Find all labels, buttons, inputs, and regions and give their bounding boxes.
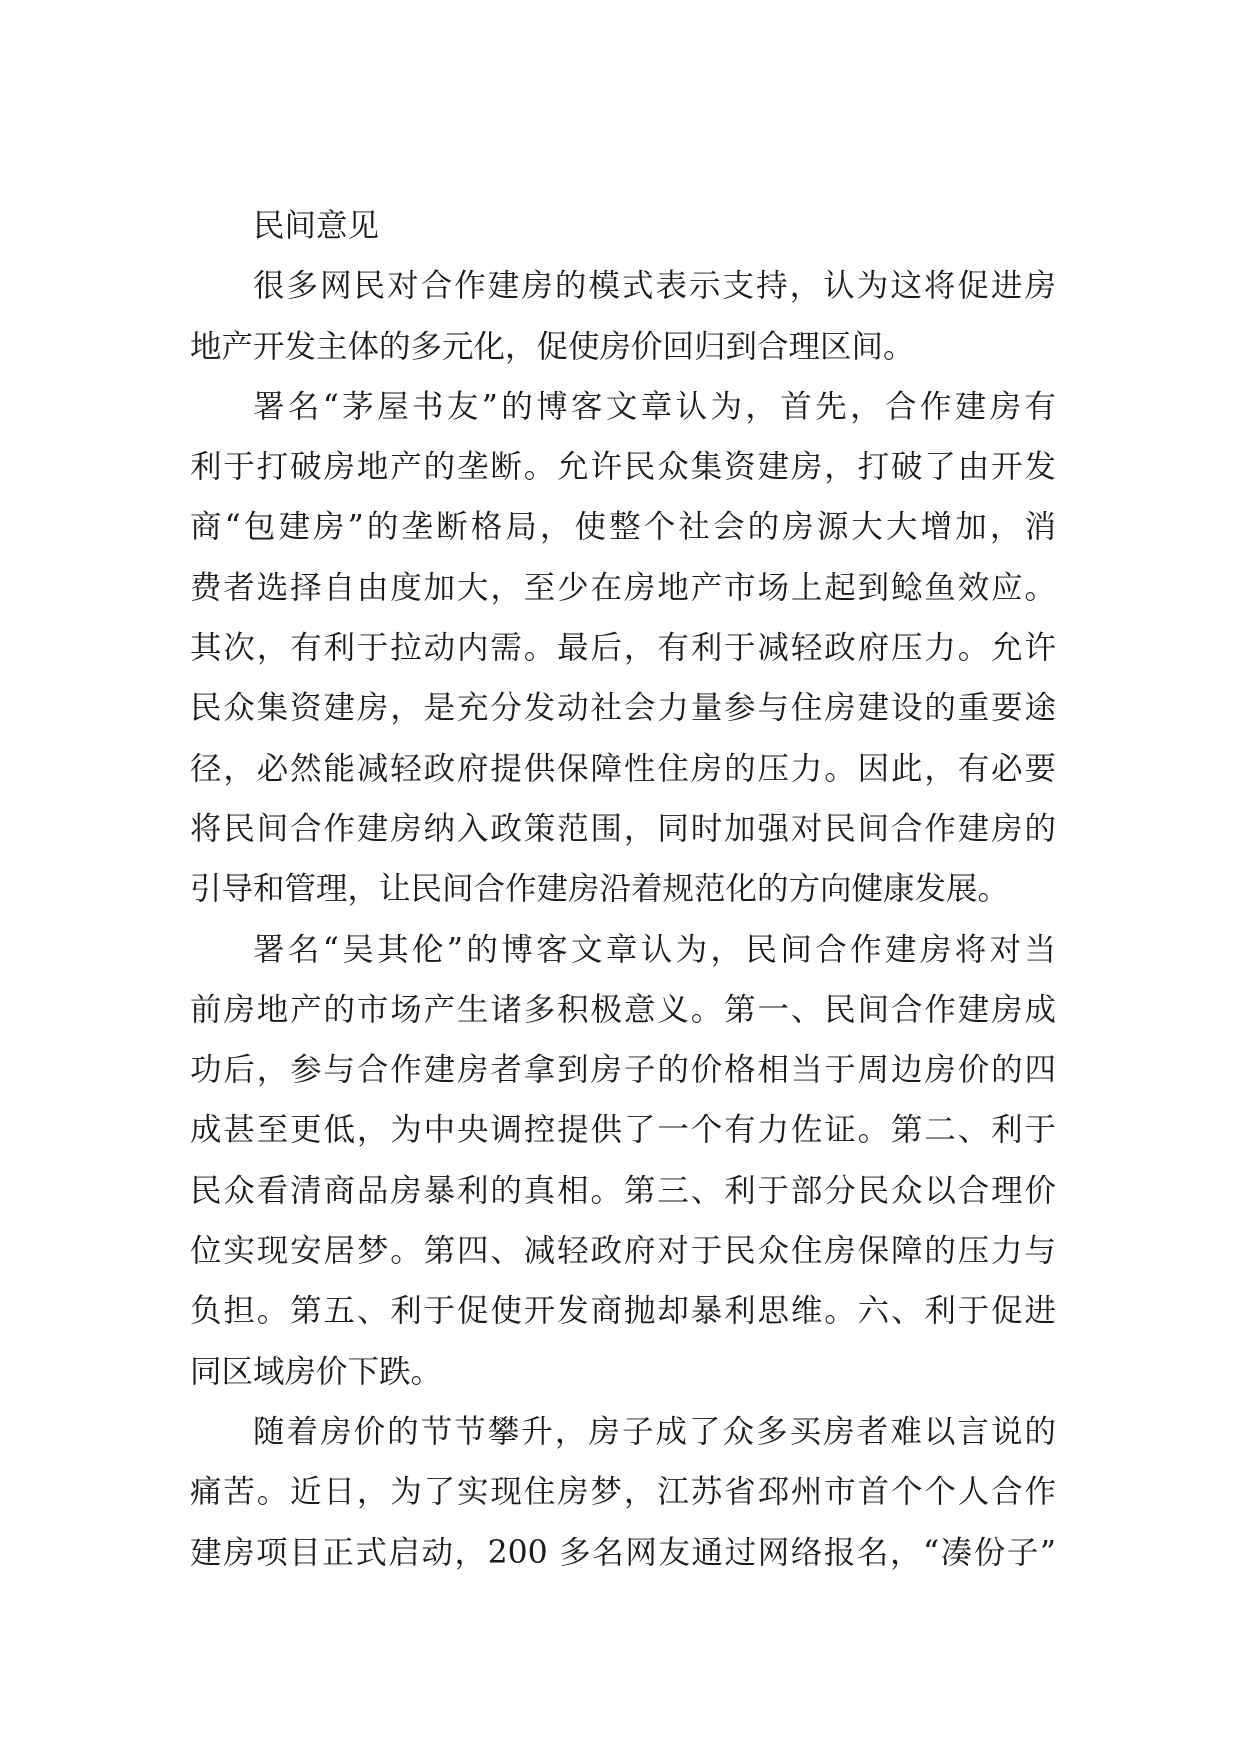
paragraph-line: 痛苦。近日，为了实现住房梦，江苏省邳州市首个个人合作 bbox=[190, 1474, 1056, 1511]
paragraph-line: 很多网民对合作建房的模式表示支持，认为这将促进房 bbox=[253, 268, 1056, 305]
paragraph-line: 负担。第五、利于促使开发商抛却暴利思维。六、利于促进 bbox=[190, 1293, 1056, 1330]
paragraph-line: 地产开发主体的多元化，促使房价回归到合理区间。 bbox=[190, 328, 915, 365]
paragraph-1 bbox=[190, 256, 1056, 377]
section-heading bbox=[190, 196, 1056, 256]
paragraph-line: 利于打破房地产的垄断。允许民众集资建房，打破了由开发 bbox=[190, 449, 1056, 486]
paragraph-line: 商“包建房”的垄断格局，使整个社会的房源大大增加，消 bbox=[190, 509, 1056, 546]
paragraph-line: 功后，参与合作建房者拿到房子的价格相当于周边房价的四 bbox=[190, 1052, 1056, 1089]
paragraph-line: 位实现安居梦。第四、减轻政府对于民众住房保障的压力与 bbox=[190, 1233, 1056, 1270]
paragraph-line: 署名“吴其伦”的博客文章认为，民间合作建房将对当 bbox=[253, 931, 1056, 968]
paragraph-line: 署名“茅屋书友”的博客文章认为，首先，合作建房有 bbox=[253, 388, 1056, 425]
paragraph-line: 引导和管理，让民间合作建房沿着规范化的方向健康发展。 bbox=[190, 871, 1010, 908]
paragraph-line: 将民间合作建房纳入政策范围，同时加强对民间合作建房的 bbox=[190, 810, 1056, 847]
paragraph-line: 民众集资建房，是充分发动社会力量参与住房建设的重要途 bbox=[190, 690, 1056, 727]
paragraph-3 bbox=[190, 920, 1056, 1402]
paragraph-line: 随着房价的节节攀升，房子成了众多买房者难以言说的 bbox=[253, 1413, 1056, 1450]
paragraph-line: 成甚至更低，为中央调控提供了一个有力佐证。第二、利于 bbox=[190, 1112, 1056, 1149]
paragraph-line: 前房地产的市场产生诸多积极意义。第一、民间合作建房成 bbox=[190, 991, 1056, 1028]
paragraph-line: 径，必然能减轻政府提供保障性住房的压力。因此，有必要 bbox=[190, 750, 1056, 787]
paragraph-line: 民众看清商品房暴利的真相。第三、利于部分民众以合理价 bbox=[190, 1172, 1056, 1209]
heading-text: 民间意见 bbox=[253, 208, 380, 244]
paragraph-line: 费者选择自由度加大，至少在房地产市场上起到鲶鱼效应。 bbox=[190, 569, 1056, 606]
paragraph-2 bbox=[190, 377, 1056, 920]
paragraph-line: 同区域房价下跌。 bbox=[190, 1353, 443, 1390]
paragraph-line: 建房项目正式启动，200 多名网友通过网络报名，“凑份子” bbox=[190, 1534, 1056, 1571]
paragraph-4 bbox=[190, 1402, 1056, 1583]
document-body bbox=[190, 196, 1056, 1583]
paragraph-line: 其次，有利于拉动内需。最后，有利于减轻政府压力。允许 bbox=[190, 630, 1056, 667]
